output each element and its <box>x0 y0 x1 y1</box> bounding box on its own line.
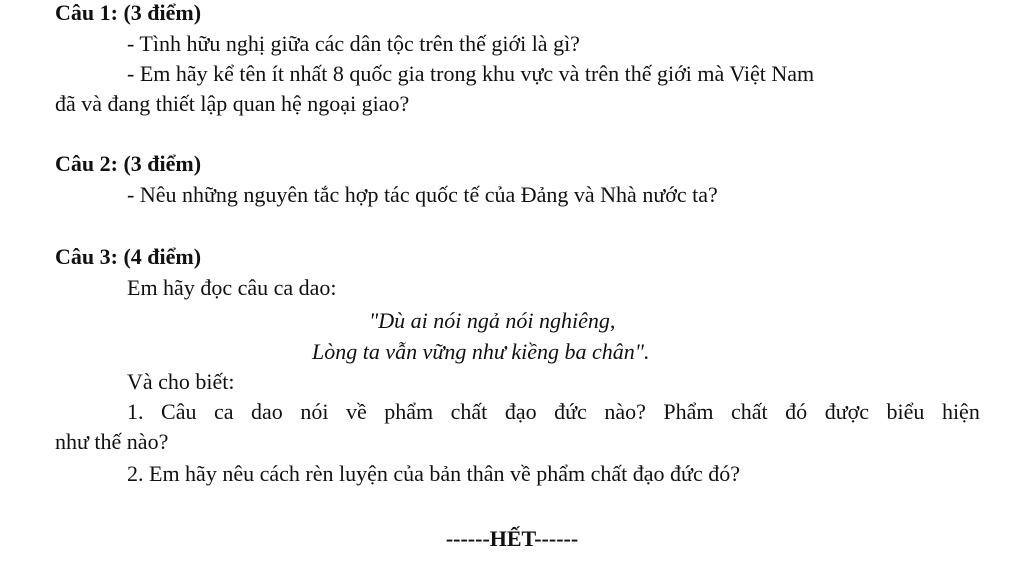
word: 1. <box>127 399 144 424</box>
word: Phẩm <box>663 399 714 424</box>
question-2-heading: Câu 2: (3 điểm) <box>55 151 202 176</box>
word: được <box>824 399 870 424</box>
word: dao <box>251 399 283 424</box>
end-marker: ------HẾT------ <box>445 526 579 551</box>
word: biểu <box>886 399 925 424</box>
word: chất <box>731 399 768 424</box>
question-3-ask: Và cho biết: <box>127 369 235 394</box>
word: đức <box>554 399 587 424</box>
word: nào? <box>604 399 646 424</box>
question-1-heading: Câu 1: (3 điểm) <box>55 0 202 25</box>
word: nói <box>300 399 329 424</box>
question-3-item-2: 2. Em hãy nêu cách rèn luyện của bản thân về phẩm chất đạo đức đó? <box>127 461 741 486</box>
verse-line-2: Lòng ta vẫn vững như kiềng ba chân". <box>312 339 650 364</box>
word: chất <box>450 399 488 424</box>
question-2-line-1: - Nêu những nguyên tắc hợp tác quốc tế của Đảng và Nhà nước ta? <box>127 182 718 207</box>
word: đạo <box>504 399 537 424</box>
question-1-line-2: - Em hãy kể tên ít nhất 8 quốc gia trong khu vực và trên thế giới mà Việt Nam <box>127 61 815 86</box>
word: về <box>345 399 367 424</box>
word: đó <box>785 399 808 424</box>
question-3-intro: Em hãy đọc câu ca dao: <box>127 275 337 300</box>
verse-line-1: "Dù ai nói ngả nói nghiêng, <box>369 308 616 333</box>
question-1-line-1: - Tình hữu nghị giữa các dân tộc trên thế giới là gì? <box>127 31 580 56</box>
question-3-item-1-continued: như thế nào? <box>55 429 169 454</box>
word: phẩm <box>384 399 434 424</box>
word: ca <box>213 399 234 424</box>
question-3-item-1 <box>127 399 980 425</box>
question-1-line-3: đã và đang thiết lập quan hệ ngoại giao? <box>55 91 410 116</box>
question-3-heading: Câu 3: (4 điểm) <box>55 244 202 269</box>
word: Câu <box>161 399 197 424</box>
word: hiện <box>941 399 980 424</box>
